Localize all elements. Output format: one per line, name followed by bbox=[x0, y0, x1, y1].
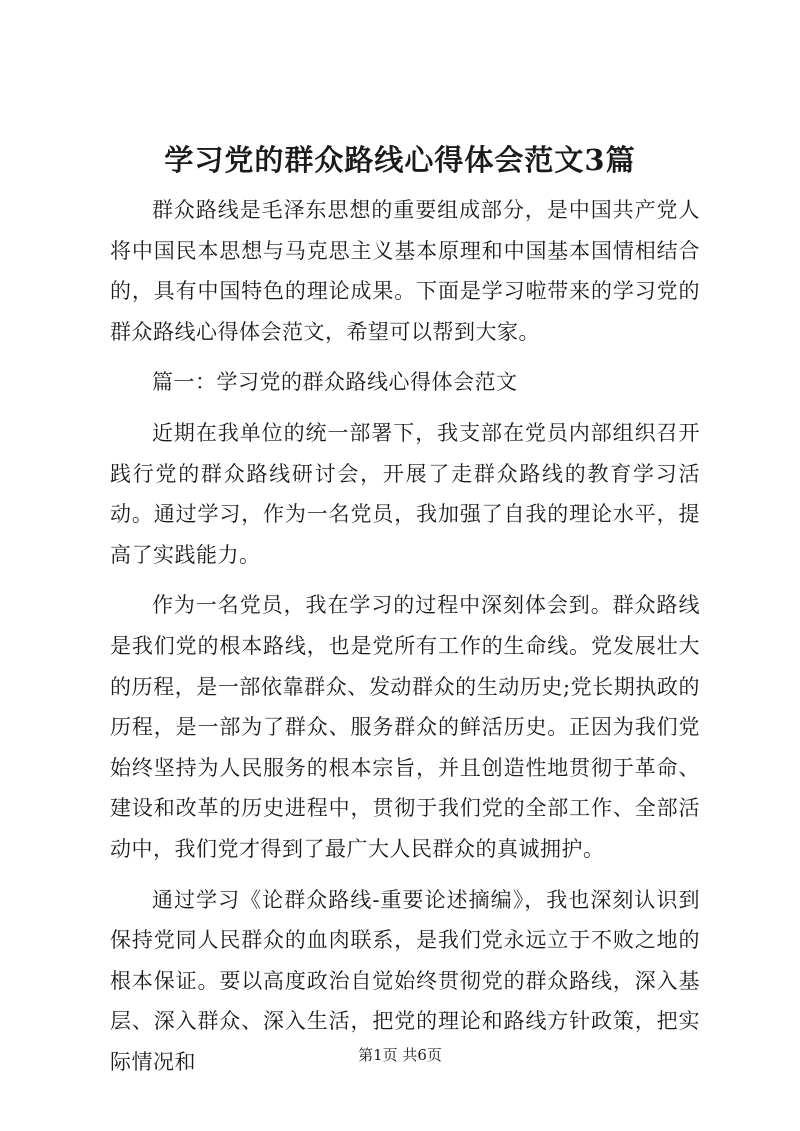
document-body bbox=[110, 190, 700, 1092]
paragraph: 作为一名党员，我在学习的过程中深刻体会到。群众路线是我们党的根本路线，也是党所有工作的生命线。党发展壮大的历程，是一部依靠群众、发动群众的生动历史;党长期执政的历程，是一部为了群众、服务群众的鲜活历史。正因为我们党始终坚持为人民服务的根本宗旨，并且创造性地贯彻于革命、建设和改革的历史进程中，贯彻于我们党的全部工作、全部活动中，我们党才得到了最广大人民群众的真诚拥护。 bbox=[110, 593, 700, 861]
paragraph-intro: 群众路线是毛泽东思想的重要组成部分，是中国共产党人将中国民本思想与马克思主义基本原理和中国基本国情相结合的，具有中国特色的理论成果。下面是学习啦带来的学习党的群众路线心得体会范文，希望可以帮到大家。 bbox=[110, 198, 700, 344]
paragraph: 通过学习《论群众路线-重要论述摘编》，我也深刻认识到保持党同人民群众的血肉联系，是我们党永远立于不败之地的根本保证。要以高度政治自觉始终贯彻党的群众路线，深入基层、深入群众、深入生活，把党的理论和路线方针政策，把实际情况和 bbox=[110, 887, 700, 1074]
document-title: 学习党的群众路线心得体会范文3篇 bbox=[164, 143, 636, 177]
paragraph: 近期在我单位的统一部署下，我支部在党员内部组织召开践行党的群众路线研讨会，开展了走群众路线的教育学习活动。通过学习，作为一名党员，我加强了自我的理论水平，提高了实践能力。 bbox=[110, 420, 700, 567]
section-heading: 篇一：学习党的群众路线心得体会范文 bbox=[152, 370, 518, 395]
page-number: 第1页 共6页 bbox=[358, 1046, 442, 1064]
